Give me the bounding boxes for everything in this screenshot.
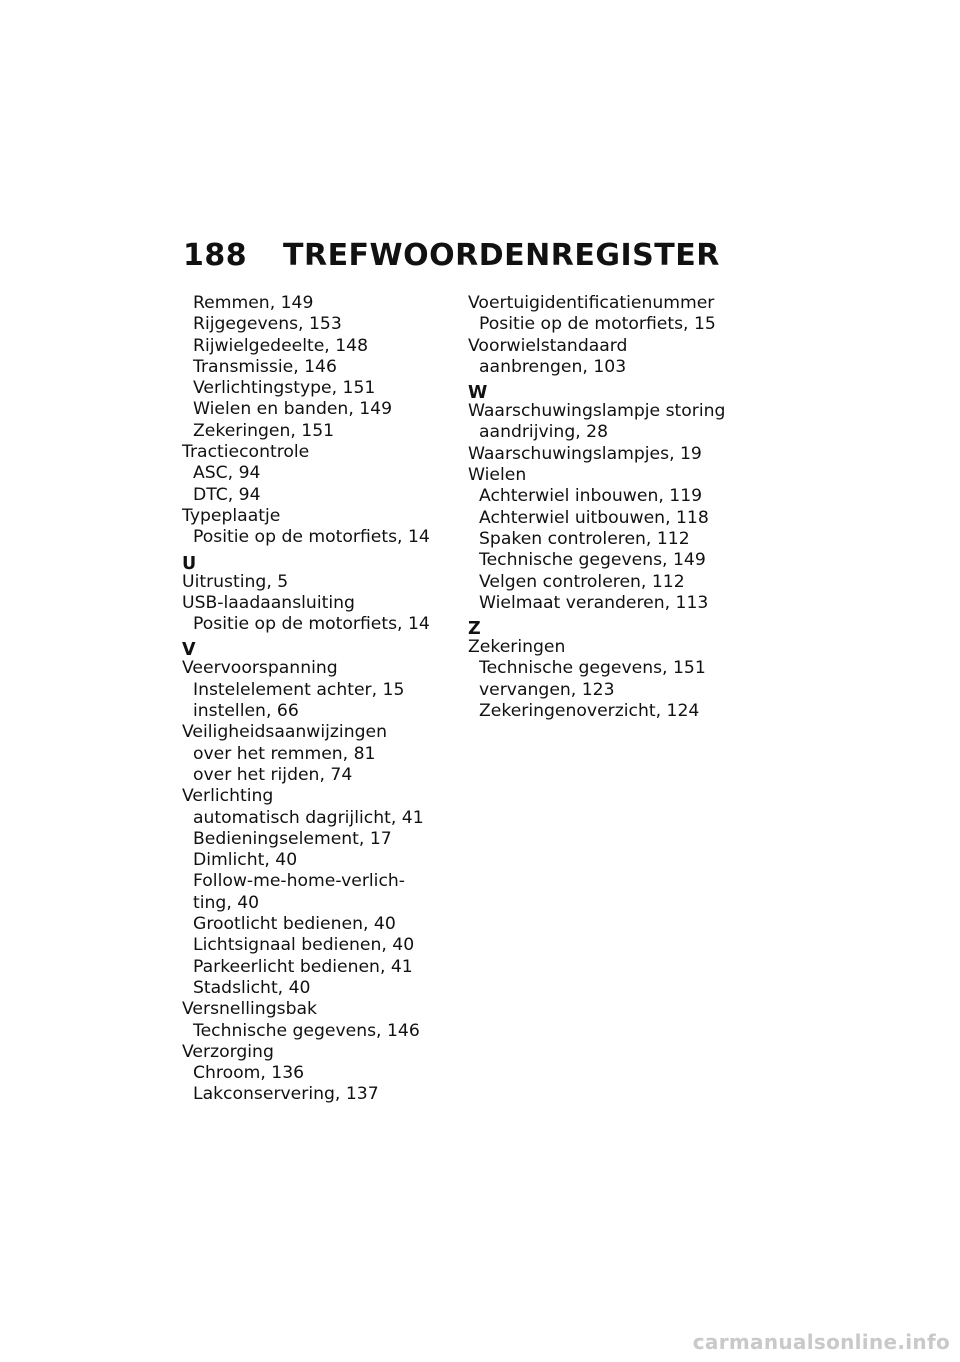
index-subentry: Zekeringenoverzicht, 124 bbox=[479, 701, 700, 722]
index-entry: Verzorging bbox=[182, 1041, 274, 1062]
index-subentry: Remmen, 149 bbox=[193, 293, 314, 313]
index-subentry: Velgen controleren, 112 bbox=[479, 571, 685, 592]
index-subentry: Stadslicht, 40 bbox=[193, 977, 311, 998]
index-subentry: automatisch dagrijlicht, 41 bbox=[193, 807, 424, 828]
index-subentry: Chroom, 136 bbox=[193, 1063, 305, 1084]
index-subentry: vervangen, 123 bbox=[479, 679, 615, 700]
index-entry: USB-laadaansluiting bbox=[182, 592, 355, 613]
index-letter-heading: Z bbox=[468, 619, 481, 640]
index-entry: Versnellingsbak bbox=[182, 999, 317, 1020]
page-header bbox=[183, 238, 720, 273]
index-subentry: Follow-me-home-verlich- bbox=[193, 871, 406, 892]
index-subentry: Dimlicht, 40 bbox=[193, 850, 298, 871]
index-subentry: Lichtsignaal bedienen, 40 bbox=[193, 935, 415, 956]
index-subentry: instellen, 66 bbox=[193, 701, 299, 722]
index-subentry: Achterwiel uitbouwen, 118 bbox=[479, 507, 709, 528]
index-subentry: Lakconservering, 137 bbox=[193, 1084, 379, 1105]
index-letter-heading: U bbox=[182, 553, 197, 574]
index-subentry: Rijgegevens, 153 bbox=[193, 314, 342, 335]
index-entry: Zekeringen bbox=[468, 637, 566, 658]
index-subentry: Spaken controleren, 112 bbox=[479, 528, 690, 549]
index-entry: Tractiecontrole bbox=[182, 442, 310, 463]
index-subentry: Verlichtingstype, 151 bbox=[193, 378, 376, 399]
index-letter-heading: W bbox=[468, 383, 488, 404]
index-subentry: over het rijden, 74 bbox=[193, 764, 353, 785]
index-column-left bbox=[182, 293, 452, 1106]
index-subentry: Positie op de motorfiets, 14 bbox=[193, 527, 430, 548]
watermark-logo: carmanualsonline.info bbox=[692, 1330, 950, 1354]
index-subentry: aandrijving, 28 bbox=[479, 422, 609, 443]
index-subentry: Bedieningselement, 17 bbox=[193, 828, 392, 849]
index-subentry: over het remmen, 81 bbox=[193, 743, 376, 764]
index-subentry: Grootlicht bedienen, 40 bbox=[193, 914, 396, 935]
index-subentry: Wielen en banden, 149 bbox=[193, 399, 393, 420]
index-entry: Veiligheidsaanwijzingen bbox=[182, 722, 387, 743]
index-subentry: Technische gegevens, 149 bbox=[479, 550, 706, 571]
index-entry: Voorwielstandaard bbox=[468, 335, 628, 356]
index-subentry: Technische gegevens, 146 bbox=[193, 1020, 420, 1041]
index-subentry: Positie op de motorfiets, 15 bbox=[479, 314, 716, 335]
index-subentry: Technische gegevens, 151 bbox=[479, 658, 706, 679]
index-subentry: Rijwielgedeelte, 148 bbox=[193, 335, 369, 356]
index-subentry: Instelelement achter, 15 bbox=[193, 679, 405, 700]
index-entry: Typeplaatje bbox=[182, 505, 281, 526]
page-number: 188 bbox=[183, 238, 248, 273]
index-letter-heading: V bbox=[182, 640, 196, 661]
index-subentry: Wielmaat veranderen, 113 bbox=[479, 592, 709, 613]
index-subentry: Positie op de motorfiets, 14 bbox=[193, 614, 430, 635]
index-column-right bbox=[468, 293, 738, 722]
index-entry: Wielen bbox=[468, 465, 527, 486]
index-entry: Waarschuwingslampje storing bbox=[468, 401, 726, 422]
index-subentry: Achterwiel inbouwen, 119 bbox=[479, 486, 703, 507]
index-subentry: ASC, 94 bbox=[193, 463, 261, 484]
index-entry: Verlichting bbox=[182, 786, 274, 807]
index-subentry: DTC, 94 bbox=[193, 484, 261, 505]
index-subentry: Parkeerlicht bedienen, 41 bbox=[193, 956, 413, 977]
index-entry: Voertuigidentificatienummer bbox=[468, 293, 715, 313]
index-subentry: ting, 40 bbox=[193, 892, 260, 913]
index-entry: Waarschuwingslampjes, 19 bbox=[468, 443, 702, 464]
index-entry: Veervoorspanning bbox=[182, 658, 338, 679]
index-subentry: Zekeringen, 151 bbox=[193, 420, 335, 441]
index-entry: Uitrusting, 5 bbox=[182, 571, 289, 592]
index-subentry: aanbrengen, 103 bbox=[479, 356, 627, 377]
page-title: TREFWOORDENREGISTER bbox=[283, 238, 720, 273]
index-subentry: Transmissie, 146 bbox=[193, 356, 337, 377]
